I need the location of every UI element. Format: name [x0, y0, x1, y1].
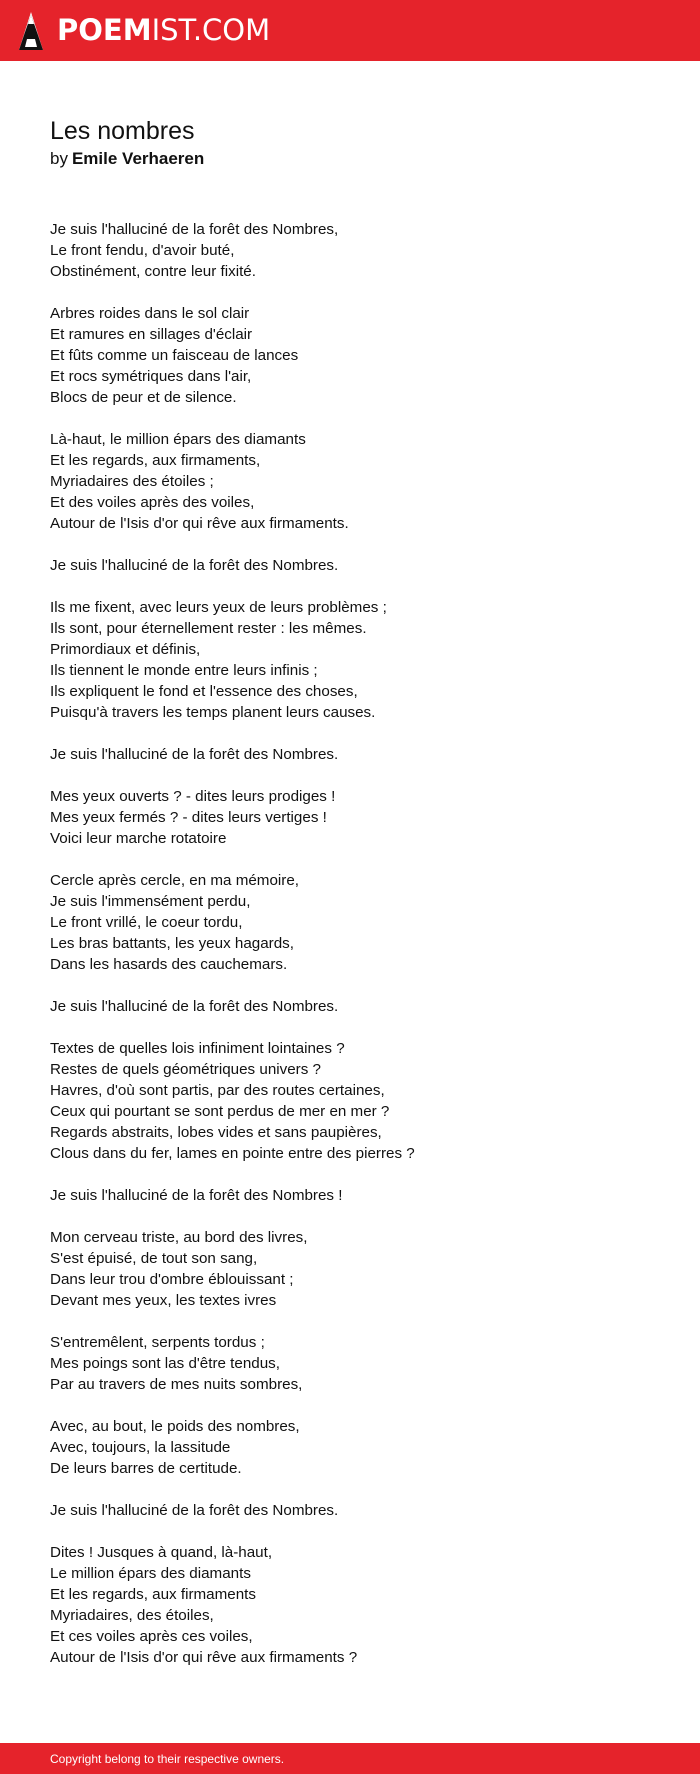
poem-line: Par au travers de mes nuits sombres,	[50, 1376, 303, 1393]
logo-wordmark-bold: POEM	[57, 13, 152, 47]
poem-line: Voici leur marche rotatoire	[50, 830, 227, 847]
poem-body	[50, 219, 670, 1689]
poem-author[interactable]: Emile Verhaeren	[71, 149, 205, 168]
poem-byline	[50, 147, 204, 171]
poem-line: Je suis l'halluciné de la forêt des Nombres.	[50, 557, 339, 574]
poem-stanza	[50, 555, 670, 576]
poem-line: Et ces voiles après ces voiles,	[50, 1628, 253, 1645]
poem-line: Je suis l'halluciné de la forêt des Nombres.	[50, 1502, 339, 1519]
poem-line: Clous dans du fer, lames en pointe entre des pierres ?	[50, 1145, 415, 1162]
poem-line: Ils tiennent le monde entre leurs infinis ;	[50, 662, 318, 679]
poem-line: Ils me fixent, avec leurs yeux de leurs problèmes ;	[50, 599, 387, 616]
poem-stanza	[50, 1227, 670, 1311]
poem-title: Les nombres	[50, 117, 195, 145]
poem-stanza	[50, 996, 670, 1017]
poem-line: Le front fendu, d'avoir buté,	[50, 242, 235, 259]
poem-line: Là-haut, le million épars des diamants	[50, 431, 306, 448]
poem-line: Dites ! Jusques à quand, là-haut,	[50, 1544, 273, 1561]
poem-line: Ceux qui pourtant se sont perdus de mer en mer ?	[50, 1103, 390, 1120]
poem-line: Autour de l'Isis d'or qui rêve aux firmaments ?	[50, 1649, 358, 1666]
poem-line: Avec, au bout, le poids des nombres,	[50, 1418, 300, 1435]
poem-line: S'entremêlent, serpents tordus ;	[50, 1334, 265, 1351]
poem-line: Les bras battants, les yeux hagards,	[50, 935, 294, 952]
poem-line: Obstinément, contre leur fixité.	[50, 263, 256, 280]
poem-line: Je suis l'halluciné de la forêt des Nombres !	[50, 1187, 343, 1204]
poem-line: Havres, d'où sont partis, par des routes certaines,	[50, 1082, 385, 1099]
site-header	[0, 0, 700, 61]
poem-line: Le front vrillé, le coeur tordu,	[50, 914, 243, 931]
poem-line: Dans les hasards des cauchemars.	[50, 956, 288, 973]
poem-line: Ils expliquent le fond et l'essence des choses,	[50, 683, 358, 700]
poem-line: Je suis l'halluciné de la forêt des Nombres.	[50, 998, 339, 1015]
poem-line: Cercle après cercle, en ma mémoire,	[50, 872, 299, 889]
poem-line: Myriadaires des étoiles ;	[50, 473, 214, 490]
poem-line: Blocs de peur et de silence.	[50, 389, 237, 406]
poem-line: De leurs barres de certitude.	[50, 1460, 242, 1477]
poem-stanza	[50, 1185, 670, 1206]
poem-line: Restes de quels géométriques univers ?	[50, 1061, 321, 1078]
poem-line: Et les regards, aux firmaments,	[50, 452, 261, 469]
poem-line: Mes yeux ouverts ? - dites leurs prodiges !	[50, 788, 336, 805]
poem-line: Et rocs symétriques dans l'air,	[50, 368, 252, 385]
poem-line: Le million épars des diamants	[50, 1565, 251, 1582]
poem-stanza	[50, 597, 670, 723]
poem-stanza	[50, 744, 670, 765]
poem-line: Et des voiles après des voiles,	[50, 494, 255, 511]
site-logo[interactable]	[18, 0, 270, 61]
copyright-text: Copyright belong to their respective owners.	[50, 1751, 285, 1766]
poem-line: Dans leur trou d'ombre éblouissant ;	[50, 1271, 294, 1288]
poem-line: Mes yeux fermés ? - dites leurs vertiges !	[50, 809, 327, 826]
poem-stanza	[50, 870, 670, 975]
poem-stanza	[50, 429, 670, 534]
pen-nib-icon	[18, 11, 44, 51]
poem-stanza	[50, 1038, 670, 1164]
poem-line: Je suis l'halluciné de la forêt des Nombres.	[50, 746, 339, 763]
poem-line: Avec, toujours, la lassitude	[50, 1439, 231, 1456]
poem-line: Mes poings sont las d'être tendus,	[50, 1355, 281, 1372]
poem-line: Je suis l'immensément perdu,	[50, 893, 251, 910]
poem-stanza	[50, 219, 670, 282]
poem-line: Myriadaires, des étoiles,	[50, 1607, 214, 1624]
poem-line: S'est épuisé, de tout son sang,	[50, 1250, 258, 1267]
poem-stanza	[50, 786, 670, 849]
poem-stanza	[50, 303, 670, 408]
logo-wordmark	[57, 13, 271, 47]
poem-line: Ils sont, pour éternellement rester : les mêmes.	[50, 620, 367, 637]
byline-prefix: by	[50, 149, 68, 168]
logo-wordmark-light: IST.COM	[151, 13, 271, 47]
poem-line: Je suis l'halluciné de la forêt des Nombres,	[50, 221, 339, 238]
poem-line: Primordiaux et définis,	[50, 641, 201, 658]
poem-stanza	[50, 1416, 670, 1479]
poem-line: Mon cerveau triste, au bord des livres,	[50, 1229, 308, 1246]
poem-stanza	[50, 1332, 670, 1395]
poem-line: Et fûts comme un faisceau de lances	[50, 347, 299, 364]
poem-line: Autour de l'Isis d'or qui rêve aux firmaments.	[50, 515, 349, 532]
poem-stanza	[50, 1542, 670, 1668]
poem-line: Devant mes yeux, les textes ivres	[50, 1292, 277, 1309]
poem-line: Puisqu'à travers les temps planent leurs causes.	[50, 704, 376, 721]
site-footer	[0, 1743, 700, 1774]
poem-line: Et ramures en sillages d'éclair	[50, 326, 253, 343]
poem-stanza	[50, 1500, 670, 1521]
poem-line: Textes de quelles lois infiniment lointaines ?	[50, 1040, 345, 1057]
poem-line: Et les regards, aux firmaments	[50, 1586, 256, 1603]
poem-line: Regards abstraits, lobes vides et sans paupières,	[50, 1124, 382, 1141]
poem-line: Arbres roides dans le sol clair	[50, 305, 250, 322]
